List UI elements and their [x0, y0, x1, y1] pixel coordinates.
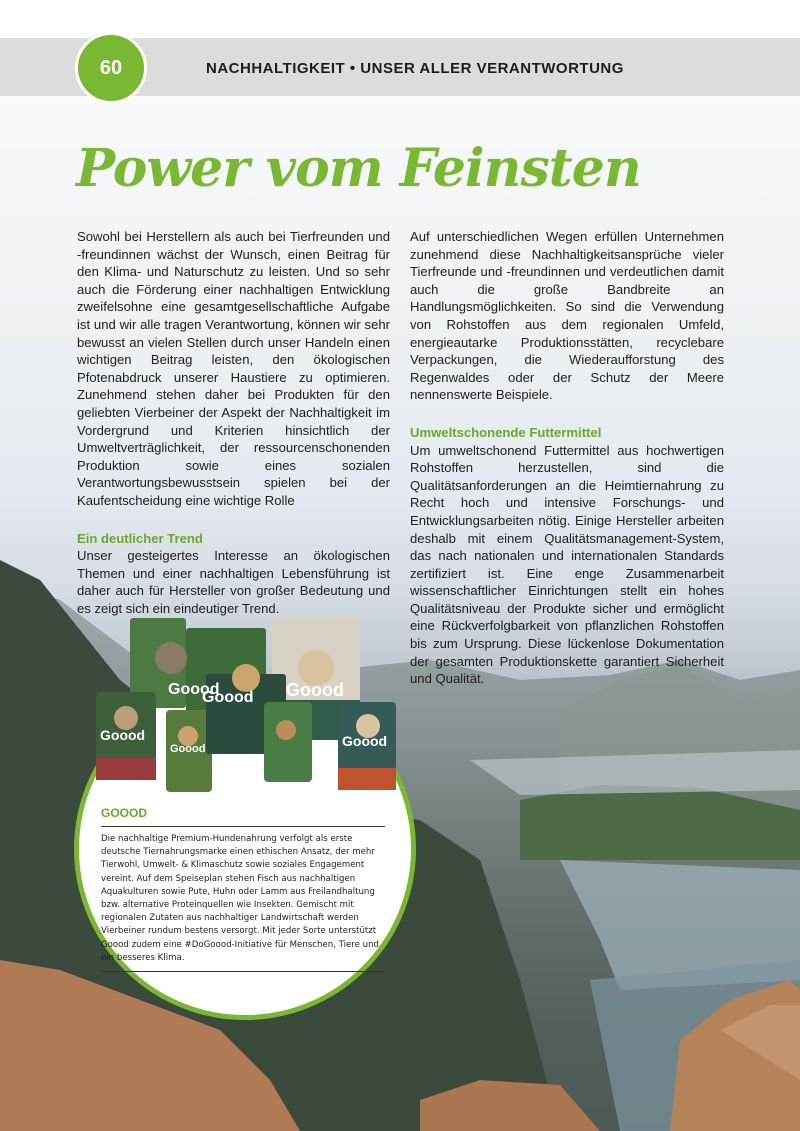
trend-paragraph: Unser gesteigertes Interesse an ökologischen Themen und einer nachhaltigen Lebensführung ist daher auch für Hersteller von großer Bedeutung und es zeigt sich ein eindeutiger Trend. — [77, 548, 390, 616]
product-info-box — [101, 806, 385, 972]
methods-paragraph: Auf unterschiedlichen Wegen erfüllen Unternehmen zunehmend diese Nachhaltigkeitsansprüche vieler Tierfreunde und -freundinnen und verdeutlichen damit auch die große Bandbreite an Handlungsmöglichkeiten. So sind die Verwendung von Rohstoffen aus dem regionalen Umfeld, energieautarke Produktionsstätten, recyclebare Verpackungen, die Wiederaufforstung des Regenwaldes oder der Schutz der Meere nennenswerte Beispiele. — [410, 229, 724, 403]
section-title: NACHHALTIGKEIT • UNSER ALLER VERANTWORTUNG — [206, 60, 624, 77]
brand-label: Goood — [286, 680, 344, 700]
left-column — [77, 228, 390, 617]
product-info-text: Die nachhaltige Premium-Hundenahrung verfolgt als erste deutsche Tiernahrungsmarke einen ethischen Ansatz, der mehr Tierwohl, Umwelt- & Klimaschutz sowie soziales Engagement vereint. Auf dem Speiseplan stehen Fisch aus nachhaltigen Aquakulturen sowie Pute, Huhn oder Lamm aus Freilandhaltung bzw. alternative Proteinquellen wie Insekten. Gemischt mit regionalen Zutaten aus nachhaltiger Landwirtschaft werden Vierbeiner rundum bestens versorgt. Mit jeder Sorte unterstützt Goood zudem eine #DoGoood-Initiative für Menschen, Tiere und ein besseres Klima. — [101, 834, 379, 963]
brand-label: Goood — [202, 689, 254, 706]
product-info-title: GOOOD — [101, 806, 148, 820]
divider — [101, 971, 385, 972]
goood-product-packages — [96, 618, 400, 798]
intro-paragraph: Sowohl bei Herstellern als auch bei Tierfreunden und -freundinnen wächst der Wunsch, einen Beitrag für den Klima- und Naturschutz zu leisten. Und so sehr auch die Förderung einer nachhaltigen Entwicklung zweifelsohne eine gesamtgesellschaftliche Aufgabe ist und wir alle tragen Verantwortung, können wir sehr bewusst an vielen Stellen durch unser Handeln einen wichtigen Beitrag leisten, den ökologischen Pfotenabdruck unserer Haustiere zu optimieren. Zunehmend stehen daher bei Produkten für den geliebten Vierbeiner der Aspekt der Nachhaltigkeit im Vordergrund und Kriterien hinsichtlich der Umweltverträglichkeit, der ressourcenschonenden Produktion sowie eines sozialen Verantwortungsbewusstsein spielen bei der Kaufentscheidung eine wichtige Rolle — [77, 229, 390, 508]
page-number-badge: 60 — [75, 32, 147, 104]
brand-label: Goood — [168, 681, 220, 698]
brand-label: Goood — [342, 733, 388, 749]
feed-subheading: Umweltschonende Futtermittel — [410, 424, 602, 440]
divider — [101, 826, 385, 827]
right-column — [410, 228, 724, 688]
article-title: Power vom Feinsten — [76, 138, 641, 199]
brand-label: Goood — [100, 727, 146, 743]
brand-label: Goood — [170, 743, 206, 755]
trend-subheading: Ein deutlicher Trend — [77, 530, 203, 546]
feed-paragraph: Um umweltschonend Futtermittel aus hochwertigen Rohstoffen herzustellen, sind die Qualitätsanforderungen an die Heimtiernahrung zu Recht hoch und intensive Forschungs- und Entwicklungsarbeiten nötig. Einige Hersteller arbeiten deshalb mit einem Qualitätsmanagement-System, das nach nationalen und internationalen Standards zertifiziert ist. Eine enge Zusammenarbeit wissenschaftlicher Einrichtungen stellt ein hohes Qualitätsniveau der Produkte sicher und ermöglicht eine Rückverfolgbarkeit von pflanzlichen Rohstoffen bis zum Ursprung. Diese lückenlose Dokumentation der gesamten Produktionskette garantiert Sicherheit und Qualität. — [410, 442, 724, 687]
